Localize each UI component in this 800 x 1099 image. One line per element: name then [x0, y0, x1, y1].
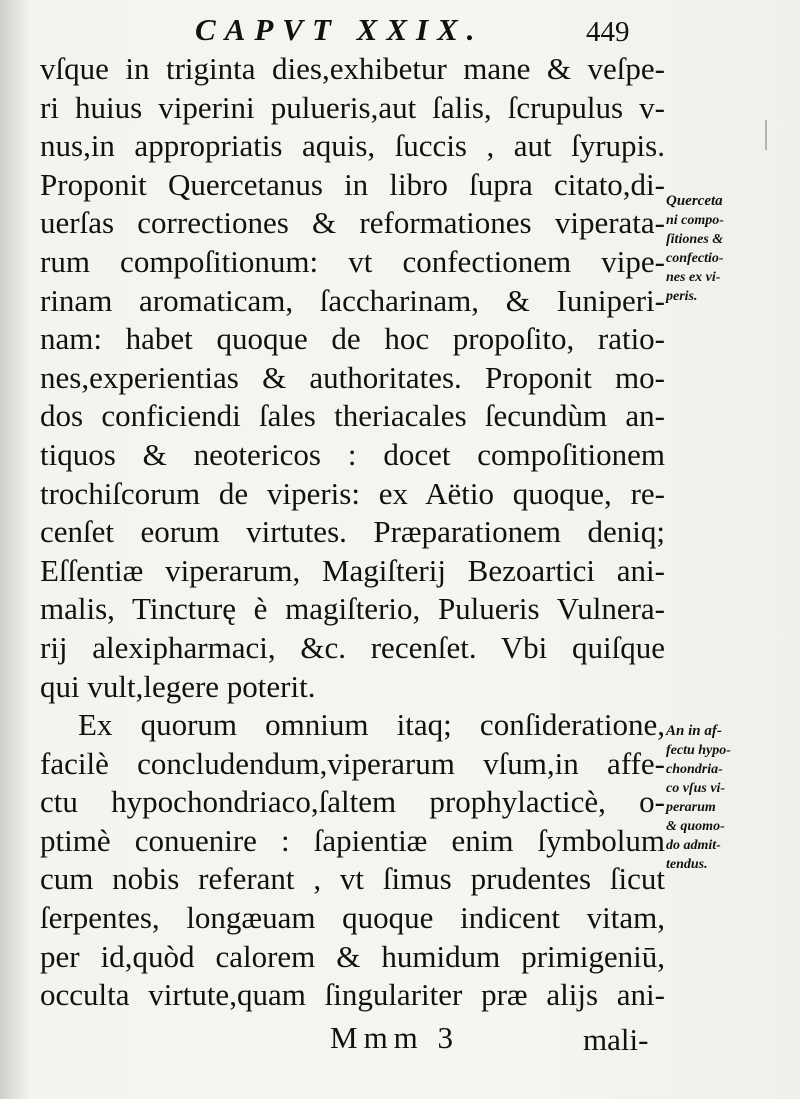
text-line: Eſſentiæ viperarum, Magiſterij Bezoartici ani- [40, 552, 665, 588]
margin-note-line: nes ex vi- [666, 270, 721, 285]
text-line: malis, Tincturę è magiſterio, Pulueris Vulnera- [40, 591, 665, 627]
margin-note-line: co vſus vi- [666, 781, 726, 796]
text-line: Proponit Quercetanus in libro ſupra citato,di- [40, 166, 665, 202]
page-header [0, 8, 800, 48]
text-line: tiquos & neotericos : docet compoſitionem [40, 436, 665, 472]
page-edge-mark [765, 120, 777, 150]
margin-note-line: Quercetа [666, 193, 723, 209]
margin-note-line: ſitiones & [666, 232, 724, 247]
text-line: dos conficiendi ſales theriacales ſecundùm an- [40, 398, 665, 434]
text-line: nam: habet quoque de hoc propoſito, ratio- [40, 321, 665, 357]
margin-note-line: perarum [666, 800, 716, 815]
text-line: nus,in appropriatis aquis, ſuccis , aut ſyrupis. [40, 128, 665, 164]
running-head: CAPVT XXIX. [195, 12, 484, 47]
text-line: rum compoſitionum: vt confectionem vipe- [40, 243, 665, 279]
text-line: ſerpentes, longæuam quoque indicent vitam, [40, 900, 665, 936]
text-line: ptimè conuenire : ſapientiæ enim ſymbolum [40, 822, 665, 858]
text-line: rij alexipharmaci, &c. recenſet. Vbi quiſque [40, 629, 665, 665]
margin-note-line: do admit- [666, 838, 721, 853]
margin-note-hypochondria [666, 722, 796, 874]
text-line: trochiſcorum de viperis: ex Aëtio quoque, re- [40, 475, 665, 511]
margin-note-line: fectu hypo- [666, 743, 731, 758]
catchword: mali- [583, 1022, 649, 1057]
text-line: occulta virtute,quam ſingulariter præ alijs ani- [40, 977, 665, 1013]
text-line: cenſet eorum virtutes. Præparationem deniq; [40, 514, 665, 550]
margin-note-line: & quomo- [666, 819, 725, 834]
text-line: vſque in triginta dies,exhibetur mane & veſpe- [40, 51, 665, 86]
text-line: cum nobis referant , vt ſimus prudentes ſicut [40, 861, 665, 897]
margin-note-line: tendus. [666, 857, 708, 872]
text-line: per id,quòd calorem & humidum primigeniū, [40, 938, 665, 974]
text-line: ctu hypochondriaco,ſaltem prophylacticè, o- [40, 784, 665, 820]
text-line: facilè concludendum,viperarum vſum,in affe- [40, 745, 665, 781]
body-text [40, 50, 665, 1015]
margin-note-line: ni compo- [666, 213, 724, 228]
margin-note-line: chondria- [666, 762, 723, 777]
text-line: ri huius viperini pulueris,aut ſalis, ſcrupulus v- [40, 89, 665, 125]
margin-note-quercetanus [666, 192, 796, 306]
margin-note-line: confectio- [666, 251, 724, 266]
text-line: nes,experientias & authoritates. Proponit mo- [40, 359, 665, 395]
text-line: uerſas correctiones & reformationes viperata- [40, 205, 665, 241]
text-line: qui vult,legere poterit. [40, 668, 316, 704]
page-number: 449 [586, 16, 630, 48]
text-line: rinam aromaticam, ſaccharinam, & Iuniperi- [40, 282, 665, 318]
signature-mark: Mmm 3 [330, 1020, 460, 1055]
margin-note-line: peris. [666, 289, 698, 304]
text-line: Ex quorum omnium itaq; conſideratione, [78, 707, 665, 743]
margin-note-line: An in af- [666, 723, 722, 739]
